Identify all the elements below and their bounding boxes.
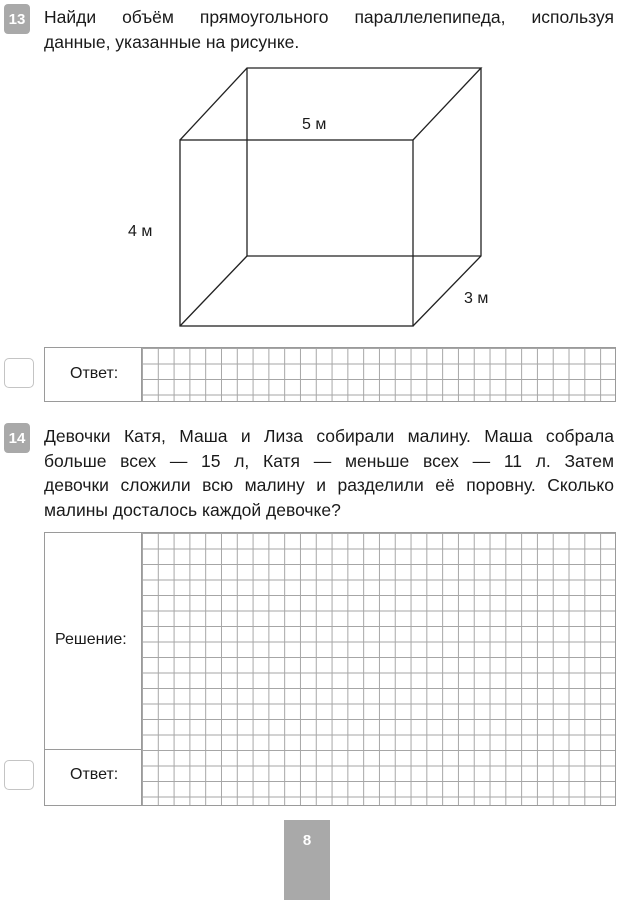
right-face: [413, 68, 481, 326]
task-14-line-4: малины досталось каждой девочке?: [44, 499, 341, 520]
page-number-tab: [284, 820, 330, 900]
page-number: 8: [302, 832, 312, 849]
task-14-answer-label: Ответ:: [70, 766, 119, 783]
task-13-answer-grid[interactable]: [141, 347, 616, 402]
task-14-score-checkbox[interactable]: [4, 760, 34, 790]
hidden-edge-depth: [180, 256, 247, 326]
task-14-label-column: [44, 532, 144, 806]
top-face: [180, 68, 481, 140]
task-14-label-divider: [44, 749, 143, 750]
task-14-line-2: больше всех — 15 л, Катя — меньше всех — 11 л. Затем: [44, 450, 614, 471]
task-14-line-3: девочки сложили всю малину и разделили её поровну. Сколько: [44, 475, 614, 495]
task-13-number-badge: 13: [4, 4, 30, 34]
task-14-question: [44, 424, 614, 522]
dimension-length-label: 5 м: [302, 116, 327, 133]
task-14-solution-label: Решение:: [55, 631, 127, 648]
task-13-answer-label: Ответ:: [70, 365, 119, 382]
dimension-height-label: 4 м: [128, 223, 153, 240]
task-14-solution-grid[interactable]: [141, 532, 616, 806]
front-face: [180, 140, 413, 326]
task-13-score-checkbox[interactable]: [4, 358, 34, 388]
task-13-line-2: данные, указанные на рисунке.: [44, 31, 300, 52]
task-13-line-1: Найди объём прямоугольного параллелепипеда, используя: [44, 7, 614, 27]
parallelepiped-figure: [0, 0, 617, 340]
task-14-line-1: Девочки Катя, Маша и Лиза собирали малину. Маша собрала: [44, 426, 614, 446]
task-14-number-badge: 14: [4, 423, 30, 453]
dimension-width-label: 3 м: [464, 290, 489, 307]
